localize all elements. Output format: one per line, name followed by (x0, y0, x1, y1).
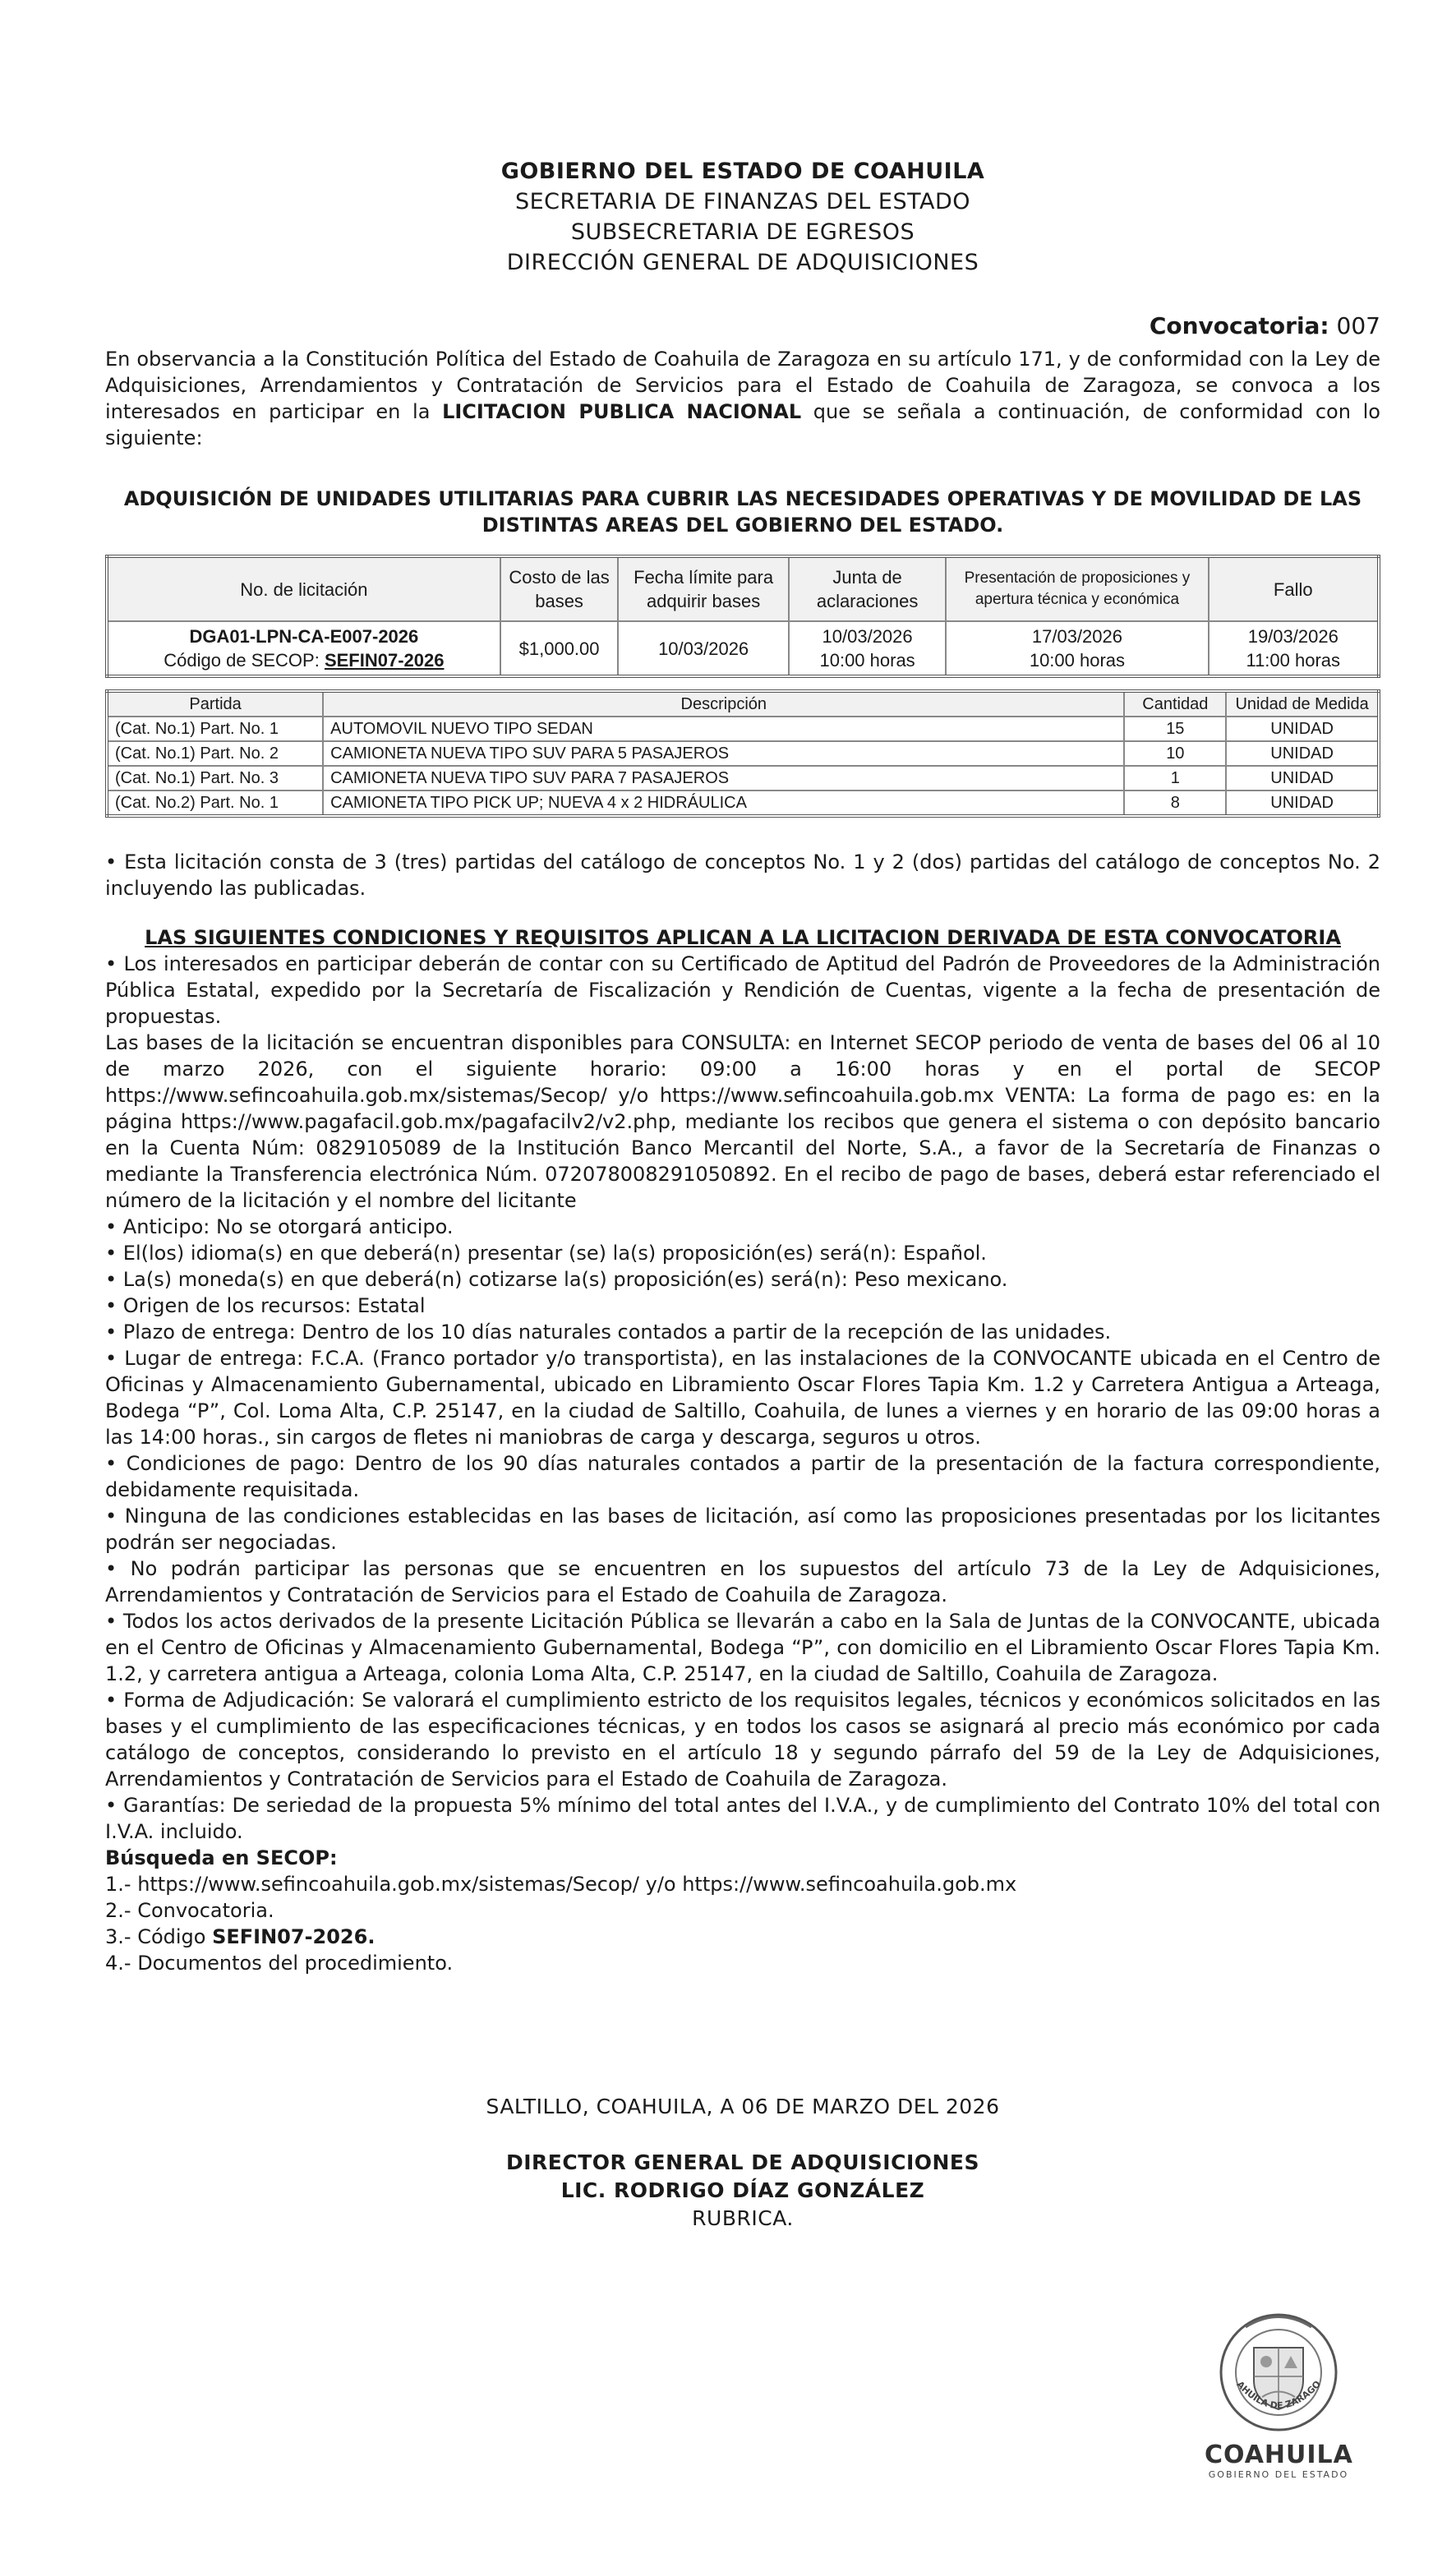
convocatoria-number (105, 312, 1380, 339)
col-costo: Costo de las bases (500, 556, 619, 621)
items-table (105, 689, 1380, 818)
secop-search-steps (105, 1845, 1380, 1976)
col-partida: Partida (107, 691, 323, 717)
col-fallo: Fallo (1209, 556, 1379, 621)
signature-name: LIC. RODRIGO DÍAZ GONZÁLEZ (560, 2178, 925, 2202)
col-junta: Junta de aclaraciones (789, 556, 947, 621)
fallo-date: 19/03/2026 (1247, 626, 1339, 647)
logo-brand: COAHUILA (1205, 2441, 1353, 2469)
condition-item: • Origen de los recursos: Estatal (105, 1294, 426, 1317)
junta-date: 10/03/2026 (822, 626, 913, 647)
cell-fallo (1209, 621, 1379, 676)
table-header-row (107, 691, 1379, 717)
condition-item: • La(s) moneda(s) en que deberá(n) cotizarse la(s) proposición(es) será(n): Peso mexicano. (105, 1268, 1008, 1291)
condition-item: Las bases de la licitación se encuentran disponibles para CONSULTA: en Internet SECOP periodo de venta de bases del 06 al 10 de marzo 2026, con el siguiente horario: 09:00 a 16:00 horas y en el portal de SECOP https://www.sefincoahuila.gob.mx/sistemas/Secop/ y/o https://www.sefincoahuila.gob.mx VENTA: La forma de pago es: en la página https://www.pagafacil.gob.mx/pagafacilv2/v2.php, mediante los recibos que genera el sistema o con depósito bancario en la Cuenta Núm: 0829105089 de la Institución Banco Mercantil del Norte, S.A., a favor de la Secretaría de Finanzas o mediante la Transferencia electrónica Núm. 072078008291050892. En el recibo de pago de bases, deberá estar referenciado el número de la licitación y el nombre del licitante (105, 1031, 1380, 1212)
cell-cantidad: 15 (1124, 717, 1226, 741)
cell-junta (789, 621, 947, 676)
cell-costo: $1,000.00 (500, 621, 619, 676)
header-direccion: DIRECCIÓN GENERAL DE ADQUISICIONES (506, 250, 979, 275)
tender-schedule-table (105, 555, 1380, 678)
busqueda-step (105, 1924, 1380, 1950)
header-subsecretaria: SUBSECRETARIA DE EGRESOS (570, 219, 915, 245)
condition-item: • Condiciones de pago: Dentro de los 90 días naturales contados a partir de la presentación de la factura correspondiente, debidamente requisitada. (105, 1452, 1380, 1501)
secop-label: Código de SECOP: (164, 650, 325, 671)
logo-subtitle: GOBIERNO DEL ESTADO (1208, 2469, 1349, 2480)
cell-cantidad: 8 (1124, 790, 1226, 816)
svg-text:COAHUILA DE ZARAGOZA: AHUILA DE ZARAGO (1234, 2378, 1323, 2412)
cell-descripcion: AUTOMOVIL NUEVO TIPO SEDAN (323, 717, 1124, 741)
junta-time: 10:00 horas (819, 650, 915, 671)
table-row (107, 741, 1379, 766)
presentacion-time: 10:00 horas (1029, 650, 1126, 671)
col-cantidad: Cantidad (1124, 691, 1226, 717)
cell-partida: (Cat. No.1) Part. No. 3 (107, 766, 323, 790)
cell-partida: (Cat. No.1) Part. No. 2 (107, 741, 323, 766)
partidas-note: • Esta licitación consta de 3 (tres) partidas del catálogo de conceptos No. 1 y 2 (dos) partidas del catálogo de conceptos No. 2 incluyendo las publicadas. (105, 850, 1380, 900)
intro-bold: LICITACION PUBLICA NACIONAL (442, 400, 802, 423)
busqueda-step: 4.- Documentos del procedimiento. (105, 1952, 454, 1975)
condition-item: • Plazo de entrega: Dentro de los 10 días naturales contados a partir de la recepción de las unidades. (105, 1321, 1112, 1344)
cell-licitacion (107, 621, 500, 676)
condition-item: • Garantías: De seriedad de la propuesta 5% mínimo del total antes del I.V.A., y de cumplimiento del Contrato 10% del total con I.V.A. incluido. (105, 1794, 1380, 1843)
document-page (105, 156, 1380, 2233)
condition-item: • Forma de Adjudicación: Se valorará el cumplimiento estricto de los requisitos legales, técnicos y económicos solicitados en las bases y el cumplimiento de las especificaciones técnicas, y en todos los casos se asignará al precio más económico por cada catálogo de conceptos, considerando lo previsto en el artículo 18 y segundo párrafo del 59 de la Ley de Adquisiciones, Arrendamientos y Contratación de Servicios para el Estado de Coahuila de Zaragoza. (105, 1689, 1380, 1791)
convocatoria-value: 007 (1336, 312, 1380, 339)
cell-descripcion: CAMIONETA NUEVA TIPO SUV PARA 7 PASAJEROS (323, 766, 1124, 790)
header-government: GOBIERNO DEL ESTADO DE COAHUILA (500, 159, 985, 184)
secop-code-line (113, 648, 495, 672)
conditions-title: LAS SIGUIENTES CONDICIONES Y REQUISITOS APLICAN A LA LICITACION DERIVADA DE ESTA CONVOCATORIA (145, 926, 1341, 949)
condition-item: • Los interesados en participar deberán de contar con su Certificado de Aptitud del Padrón de Proveedores de la Administración Pública Estatal, expedido por la Secretaría de Fiscalización y Rendición de Cuentas, vigente a la fecha de presentación de propuestas. (105, 952, 1380, 1028)
cell-partida: (Cat. No.2) Part. No. 1 (107, 790, 323, 816)
col-descripcion: Descripción (323, 691, 1124, 717)
busqueda-title: Búsqueda en SECOP: (105, 1846, 338, 1869)
intro-text-1: En observancia a la Constitución Política del Estado de Coahuila de Zaragoza en su artículo 171, y de conformidad con la Ley de Adquisiciones, Arrendamientos y Contratación de Servicios para el Estado de Coahuila de Zaragoza, se convoca a los interesados en participar en la (105, 348, 1380, 423)
intro-paragraph (105, 346, 1380, 451)
col-fecha-limite: Fecha límite para adquirir bases (618, 556, 788, 621)
secop-code: SEFIN07-2026 (324, 650, 445, 671)
intro-text-2: que se señala a continuación, de conformidad con lo siguiente: (105, 400, 1380, 449)
cell-cantidad: 10 (1124, 741, 1226, 766)
signature-role: DIRECTOR GENERAL DE ADQUISICIONES (505, 2150, 980, 2174)
busqueda-step: 2.- Convocatoria. (105, 1899, 274, 1922)
table-row (107, 621, 1379, 676)
condition-item: • El(los) idioma(s) en que deberá(n) presentar (se) la(s) proposición(es) será(n): Español. (105, 1242, 987, 1265)
condition-item: • Anticipo: No se otorgará anticipo. (105, 1215, 454, 1238)
conditions-list (105, 951, 1380, 1845)
fallo-time: 11:00 horas (1246, 650, 1341, 671)
condition-item: • Ninguna de las condiciones establecidas en las bases de licitación, así como las proposiciones presentadas por los licitantes podrán ser negociadas. (105, 1505, 1380, 1554)
signature-rubrica: RUBRICA. (692, 2206, 794, 2230)
presentacion-date: 17/03/2026 (1031, 626, 1122, 647)
condition-item: • No podrán participar las personas que se encuentren en los supuestos del artículo 73 de la Ley de Adquisiciones, Arrendamientos y Contratación de Servicios para el Estado de Coahuila de Zaragoza. (105, 1557, 1380, 1606)
col-presentacion: Presentación de proposiciones y apertura técnica y económica (946, 556, 1208, 621)
header-secretaria: SECRETARIA DE FINANZAS DEL ESTADO (514, 189, 971, 214)
cell-unidad: UNIDAD (1226, 741, 1379, 766)
tender-title: ADQUISICIÓN DE UNIDADES UTILITARIAS PARA CUBRIR LAS NECESIDADES OPERATIVAS Y DE MOVILIDAD DE LAS DISTINTAS AREAS DEL GOBIERNO DEL ESTADO. (123, 487, 1362, 537)
signature-block (105, 2149, 1380, 2233)
licitacion-number: DGA01-LPN-CA-E007-2026 (189, 626, 419, 647)
coahuila-logo (1205, 2311, 1352, 2480)
col-licitacion: No. de licitación (107, 556, 500, 621)
cell-unidad: UNIDAD (1226, 790, 1379, 816)
condition-item: • Todos los actos derivados de la presente Licitación Pública se llevarán a cabo en la Sala de Juntas de la CONVOCANTE, ubicada en el Centro de Oficinas y Almacenamiento Gubernamental, Bodega “P”, con domicilio en el Libramiento Oscar Flores Tapia Km. 1.2, y carretera antigua a Arteaga, colonia Loma Alta, C.P. 25147, en la ciudad de Saltillo, Coahuila de Zaragoza. (105, 1610, 1380, 1685)
col-unidad: Unidad de Medida (1226, 691, 1379, 717)
place-date: SALTILLO, COAHUILA, A 06 DE MARZO DEL 2026 (486, 2095, 1000, 2118)
cell-descripcion: CAMIONETA NUEVA TIPO SUV PARA 5 PASAJEROS (323, 741, 1124, 766)
document-header (105, 156, 1380, 278)
state-seal-icon (1217, 2311, 1340, 2434)
table-row (107, 766, 1379, 790)
cell-presentacion (946, 621, 1208, 676)
table-row (107, 717, 1379, 741)
busqueda-step3-prefix: 3.- Código (105, 1925, 213, 1948)
table-header-row (107, 556, 1379, 621)
busqueda-step: 1.- https://www.sefincoahuila.gob.mx/sistemas/Secop/ y/o https://www.sefincoahuila.gob.mx (105, 1873, 1017, 1896)
convocatoria-label: Convocatoria: (1149, 312, 1329, 339)
condition-item: • Lugar de entrega: F.C.A. (Franco portador y/o transportista), en las instalaciones de la CONVOCANTE ubicada en el Centro de Oficinas y Almacenamiento Gubernamental, ubicado en Libramiento Oscar Flores Tapia Km. 1.2 y Carretera Antigua a Arteaga, Bodega “P”, Col. Loma Alta, C.P. 25147, en la ciudad de Saltillo, Coahuila, de lunes a viernes y en horario de las 09:00 horas a las 14:00 horas., sin cargos de fletes ni maniobras de carga y descarga, seguros u otros. (105, 1347, 1380, 1449)
cell-descripcion: CAMIONETA TIPO PICK UP; NUEVA 4 x 2 HIDRÁULICA (323, 790, 1124, 816)
cell-partida: (Cat. No.1) Part. No. 1 (107, 717, 323, 741)
cell-unidad: UNIDAD (1226, 717, 1379, 741)
cell-cantidad: 1 (1124, 766, 1226, 790)
table-row (107, 790, 1379, 816)
cell-unidad: UNIDAD (1226, 766, 1379, 790)
cell-fecha-limite: 10/03/2026 (618, 621, 788, 676)
busqueda-step3-code: SEFIN07-2026. (212, 1925, 376, 1948)
